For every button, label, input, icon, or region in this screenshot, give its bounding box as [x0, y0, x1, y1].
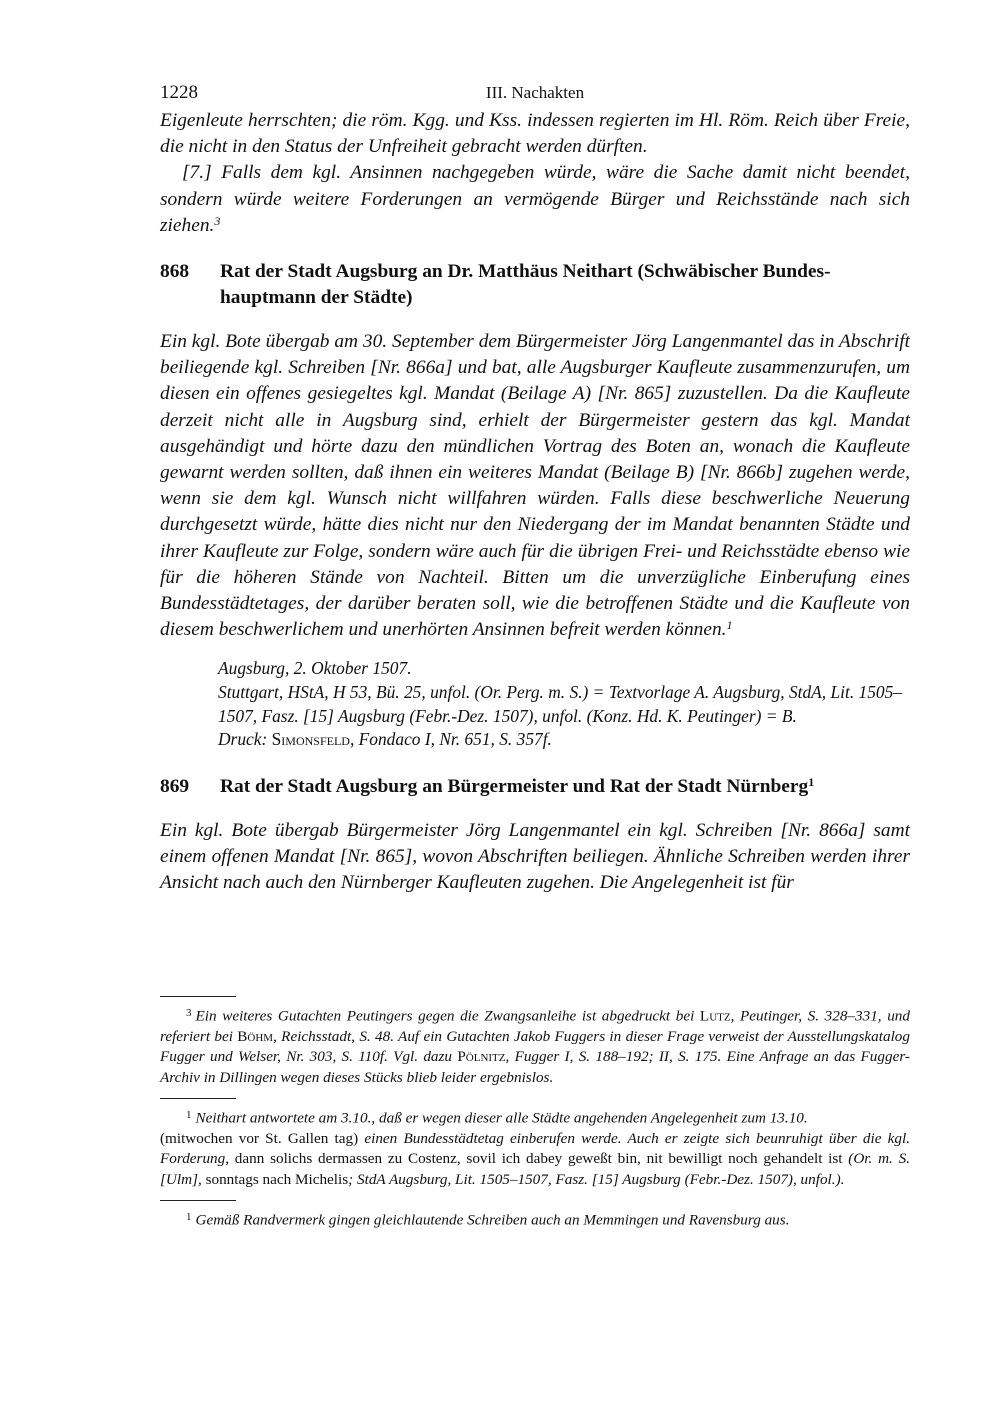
document-regest-868: Ein kgl. Bote übergab am 30. September dem Bürgermeister Jörg Langenmantel das in Abschrift beiliegende kgl. Schreiben [Nr. 866a] und bat, alle Augsburger Kaufleute zusammenzurufen, um diesen ein offenes gesiegeltes kgl. Mandat (Beilage A) [Nr. 865] zuzustellen. Da die Kaufleute derzeit nicht alle in Augsburg sind, erhielt der Bürgermeister gestern das kgl. Mandat ausgehändigt und hörte dazu den mündlichen Vortrag des Boten an, wonach die Kaufleute gewarnt werden sollten, daß ihnen ein weiteres Mandat (Beilage B) [Nr. 866b] zugehen werde, wenn sie dem kgl. Wunsch nicht willfahren würden. Falls diese beschwerliche Neuerung durchgesetzt würde, hätte dies nicht nur den Niedergang der im Mandat benannten Städte und ihrer Kaufleute zur Folge, sondern wäre auch für die übrigen Frei- und Reichsstädte ebenso wie für die höheren Stände von Nachteil. Bitten um die unverzügliche Einberufung eines Bundesstädtetages, der darüber beraten soll, wie die betroffenen Städte und die Kaufleute von diesem beschwerlichem und unerhörten Ansinnen befreit werden können.$^1$	[160, 331, 910, 641]
document-archive: Stuttgart, HStA, H 53, Bü. 25, unfol. (Or. Perg. m. S.) = Textvorlage A. Augsburg, StdA, Lit. 1505–1507, Fasz. [15] Augsburg (Febr.-Dez. 1507), unfol. (Konz. Hd. K. Peutinger) = B.	[218, 682, 903, 726]
footnote-ref-1: 1	[808, 774, 815, 789]
footnote-block-2	[160, 1098, 910, 1190]
document-number: 869	[160, 775, 190, 797]
footnote-block-1	[160, 996, 910, 1088]
footnote-1-868: $^1$ Neithart antwortete am 3.10., daß er wegen dieser alle Städte angehenden Angelegenheit zum 13.10. (mitwochen vor St. Gallen tag) einen Bundesstädtetag einberufen werde. Auch er zeigte sich beunruhigt über die kgl. Forderung, dann solichs dermassen zu Costenz, sovil ich dabey geweßt bin, nit bewilligt noch gehandelt ist (Or. m. S. [Ulm], sonntags nach Michelis; StdA Augsburg, Lit. 1505–1507, Fasz. [15] Augsburg (Febr.-Dez. 1507), unfol.).	[160, 1109, 911, 1188]
page-number: 1228	[160, 82, 198, 103]
footnote-3: $^3$ Ein weiteres Gutachten Peutingers gegen die Zwangsanleihe ist abgedruckt bei Lutz, Peutinger, S. 328–331, und referiert bei Böhm, Reichsstadt, S. 48. Auf ein Gutachten Jakob Fuggers in dieser Frage verweist der Ausstellungskatalog Fugger und Welser, Nr. 303, S. 110f. Vgl. dazu Pölnitz, Fugger I, S. 188–192; II, S. 175. Eine Anfrage an das Fugger-Archiv in Dillingen wegen dieses Stücks blieb leider ergebnislos.	[160, 1007, 910, 1086]
running-title: III. Nachakten	[485, 83, 585, 102]
document-heading-868	[160, 259, 910, 311]
document-regest-869: Ein kgl. Bote übergab Bürgermeister Jörg Langenmantel ein kgl. Schreiben [Nr. 866a] samt einem offenen Mandat [Nr. 865], wovon Abschriften beiliegen. Ähnliche Schreiben werden ihrer Ansicht nach auch den Nürnberger Kaufleuten zugehen. Die Angelegenheit ist für	[160, 819, 910, 894]
running-head	[160, 80, 910, 108]
intro-paragraph-2: [7.] Falls dem kgl. Ansinnen nachgegeben würde, wäre die Sache damit nicht beendet, sondern würde weitere Forderungen an vermögende Bürger und Reichsstände nach sich ziehen.$^3$	[160, 162, 910, 236]
page-content	[160, 80, 910, 896]
document-heading-869	[160, 774, 910, 800]
footnote-ref-1: 1	[726, 618, 733, 633]
footnote-ref-3: 3	[214, 213, 221, 228]
footnote-rule	[160, 1200, 236, 1201]
document-title: Rat der Stadt Augsburg an Bürgermeister und Rat der Stadt Nürnberg$^1$	[220, 774, 815, 797]
intro-paragraph-1: Eigenleute herrschten; die röm. Kgg. und Kss. indessen regierten im Hl. Röm. Reich über Freie, die nicht in den Status der Unfreiheit gebracht werden dürften.	[160, 110, 910, 158]
document-sources-868	[218, 657, 910, 751]
document-number: 868	[160, 261, 190, 283]
footnote-rule	[160, 996, 236, 997]
document-date: Augsburg, 2. Oktober 1507.	[218, 658, 412, 679]
document-title: Rat der Stadt Augsburg an Dr. Matthäus Neithart (Schwäbischer Bundeshauptmann der Städte)	[220, 261, 831, 309]
footnotes	[160, 996, 910, 1241]
footnote-rule	[160, 1098, 236, 1099]
document-print: Druck: Simonsfeld, Fondaco I, Nr. 651, S. 357f.	[218, 729, 552, 750]
author-name: Simonsfeld	[271, 729, 350, 750]
footnote-block-3	[160, 1200, 910, 1231]
footnote-1-869: $^1$ Gemäß Randvermerk gingen gleichlautende Schreiben auch an Memmingen und Ravensburg aus.	[186, 1211, 790, 1229]
